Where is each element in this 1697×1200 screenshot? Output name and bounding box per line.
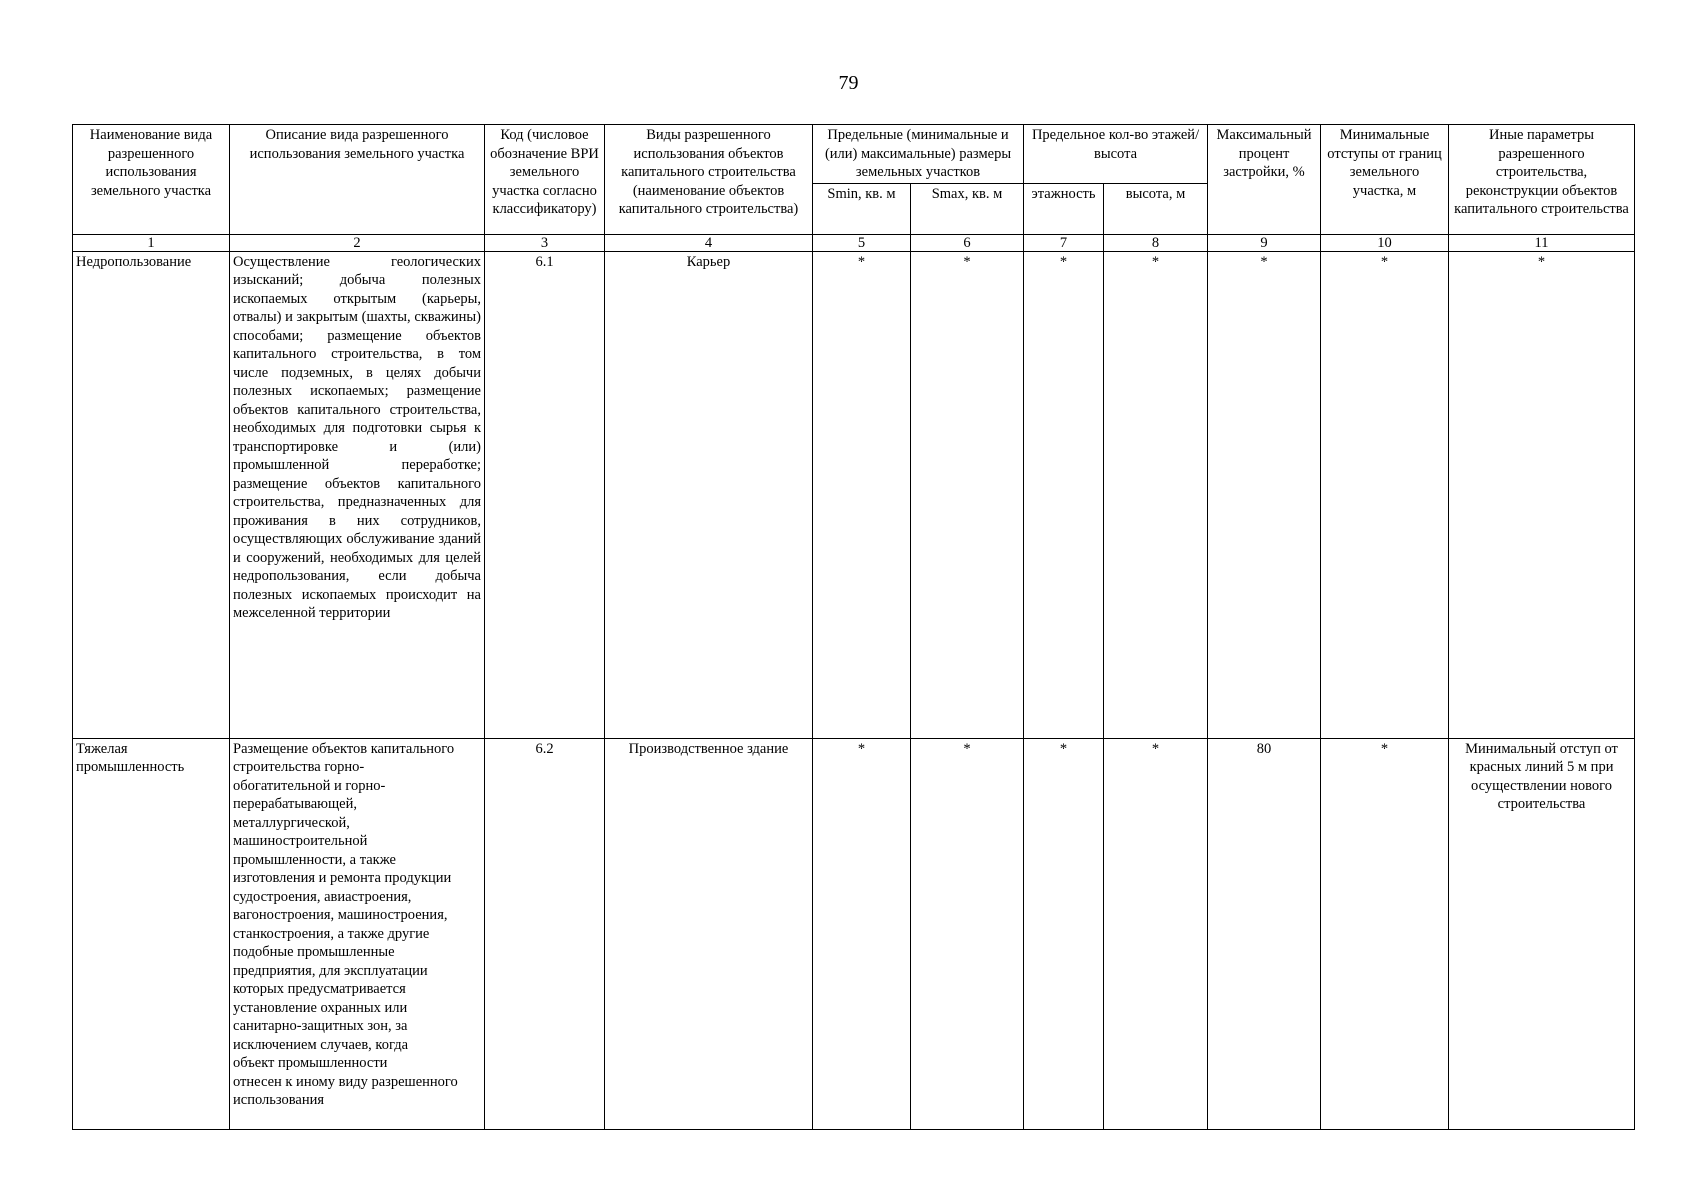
description-line: станкостроения, а также другие (233, 925, 430, 942)
table-header (73, 125, 1635, 252)
cell-min-offsets: * (1321, 738, 1449, 1129)
description-line: изготовления и ремонта продукции (233, 870, 452, 886)
description-line: судостроения, авиастроения, (233, 888, 412, 905)
cell-max-percent: 80 (1208, 738, 1321, 1129)
column-number: 8 (1104, 234, 1208, 251)
description-line: предприятия, для эксплуатации (233, 962, 428, 979)
cell-floors: * (1024, 738, 1104, 1129)
description-line: установление охранных или (233, 999, 408, 1016)
column-number: 11 (1449, 234, 1635, 251)
header-smax: Smax, кв. м (911, 183, 1024, 234)
column-number: 3 (485, 234, 605, 251)
table-body (73, 251, 1635, 1129)
cell-description: Осуществление геологических изысканий; добыча полезных ископаемых открытым (карьеры, отвалы) и закрытым (шахты, скважины) способами; размещение объектов капитального строительства, в том числе подземных, в целях добычи полезных ископаемых; размещение объектов капитального строительства, необходимых для подготовки сырья к транспортировке и (или) промышленной переработке; размещение объектов капитального строительства, предназначенных для проживания в них сотрудников, осуществляющих обслуживание зданий и сооружений, необходимых для целей недропользования, если добыча полезных ископаемых происходит на межселенной территории (230, 251, 485, 738)
cell-other-params: Минимальный отступ от красных линий 5 м при осуществлении нового строительства (1449, 738, 1635, 1129)
cell-code: 6.2 (485, 738, 605, 1129)
header-min-offsets: Минимальные отступы от границ земельного участка, м (1321, 125, 1449, 235)
header-plot-size: Предельные (минимальные и (или) максимальные) размеры земельных участков (813, 125, 1024, 184)
cell-smin: * (813, 251, 911, 738)
cell-oks: Карьер (605, 251, 813, 738)
column-number: 2 (230, 234, 485, 251)
column-number: 6 (911, 234, 1024, 251)
cell-max-percent: * (1208, 251, 1321, 738)
cell-smax: * (911, 738, 1024, 1129)
cell-height: * (1104, 251, 1208, 738)
header-row-top (73, 125, 1635, 184)
cell-code: 6.1 (485, 251, 605, 738)
cell-height: * (1104, 738, 1208, 1129)
description-line: строительства горно- (233, 759, 365, 775)
description-line: исключением случаев, когда (233, 1036, 409, 1053)
cell-name: Недропользование (73, 251, 230, 738)
column-number: 1 (73, 234, 230, 251)
description-line: металлургической, (233, 814, 350, 831)
zoning-regulations-table (72, 124, 1635, 1130)
header-height: высота, м (1104, 183, 1208, 234)
cell-smax: * (911, 251, 1024, 738)
description-line: промышленности, а также (233, 851, 396, 868)
description-line: машиностроительной (233, 833, 368, 849)
cell-smin: * (813, 738, 911, 1129)
header-oks-types: Виды разрешенного использования объектов капитального строительства (наименование объектов капитального строительства) (605, 125, 813, 235)
column-number: 5 (813, 234, 911, 251)
header-name: Наименование вида разрешенного использования земельного участка (73, 125, 230, 235)
header-floors-height: Предельное кол-во этажей/высота (1024, 125, 1208, 184)
table-row (73, 738, 1635, 1129)
description-line: подобные промышленные (233, 944, 395, 960)
description-line: которых предусматривается (233, 981, 406, 997)
cell-oks: Производственное здание (605, 738, 813, 1129)
column-number: 10 (1321, 234, 1449, 251)
description-line: вагоностроения, машиностроения, (233, 907, 448, 923)
header-floors: этажность (1024, 183, 1104, 234)
description-line: санитарно-защитных зон, за (233, 1018, 408, 1034)
column-number: 7 (1024, 234, 1104, 251)
header-other-params: Иные параметры разрешенного строительства, реконструкции объектов капитального строительства (1449, 125, 1635, 235)
page-number: 79 (838, 72, 859, 94)
cell-min-offsets: * (1321, 251, 1449, 738)
description-line: обогатительной и горно- (233, 777, 386, 794)
column-number-row (73, 234, 1635, 251)
cell-description (230, 738, 485, 1129)
header-smin: Smin, кв. м (813, 183, 911, 234)
column-number: 4 (605, 234, 813, 251)
cell-name: Тяжелая промышленность (73, 738, 230, 1129)
description-line: перерабатывающей, (233, 796, 357, 812)
header-max-percent: Максимальный процент застройки, % (1208, 125, 1321, 235)
description-line: использования (233, 1092, 325, 1108)
column-number: 9 (1208, 234, 1321, 251)
cell-floors: * (1024, 251, 1104, 738)
header-code: Код (числовое обозначение ВРИ земельного участка согласно классификатору) (485, 125, 605, 235)
description-line: объект промышленности (233, 1055, 388, 1071)
description-line: отнесен к иному виду разрешенного (233, 1073, 458, 1090)
description-line: Размещение объектов капитального (233, 740, 455, 757)
table-row (73, 251, 1635, 738)
cell-other-params: * (1449, 251, 1635, 738)
header-description: Описание вида разрешенного использования земельного участка (230, 125, 485, 235)
